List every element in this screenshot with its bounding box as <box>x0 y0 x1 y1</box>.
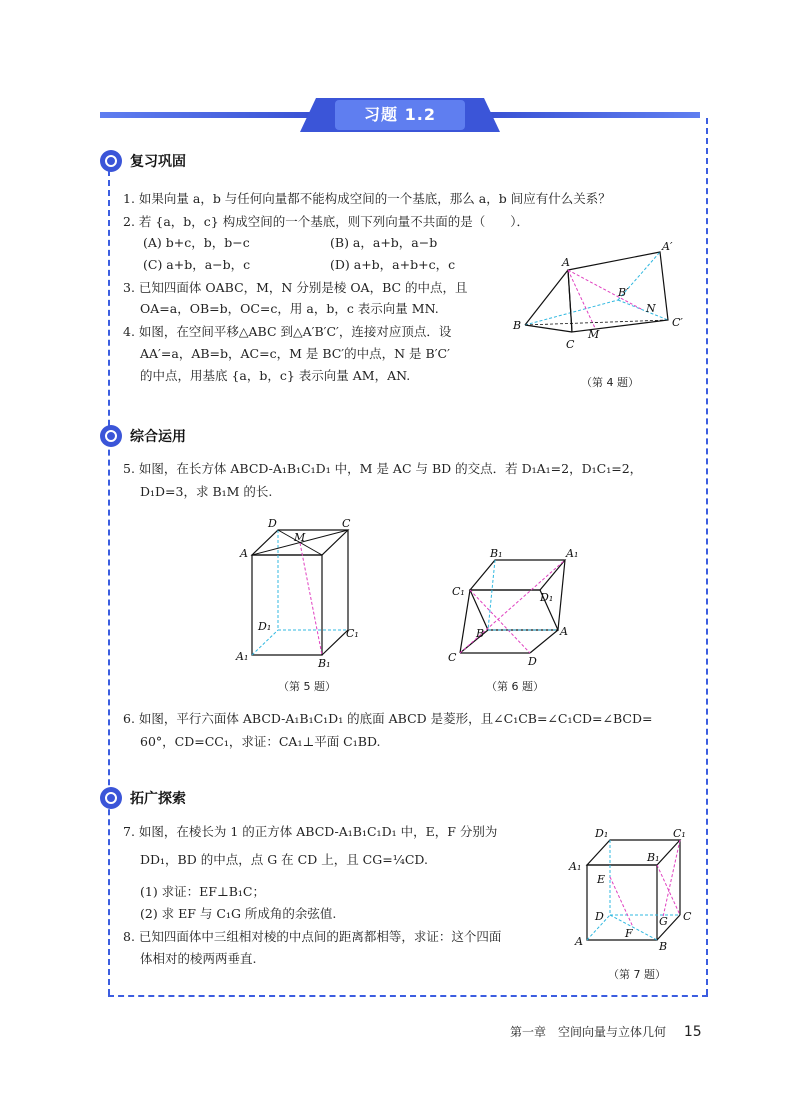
q2-option-a: (A) b+c，b，b−c <box>143 235 250 250</box>
svg-text:B′: B′ <box>618 286 629 299</box>
section-explore-icon <box>100 787 122 809</box>
svg-text:C₁: C₁ <box>673 827 686 840</box>
figure-6-caption: （第 6 题） <box>486 680 544 693</box>
svg-text:D: D <box>595 910 604 923</box>
svg-text:A: A <box>575 935 583 948</box>
question-7-line1: 7. 如图，在棱长为 1 的正方体 ABCD-A₁B₁C₁D₁ 中，E，F 分别为 <box>123 824 498 839</box>
q2-option-c: (C) a+b，a−b，c <box>143 257 251 272</box>
q2-option-d: (D) a+b，a+b+c，c <box>330 257 456 272</box>
frame-right <box>706 118 708 995</box>
svg-text:M: M <box>294 531 306 544</box>
svg-text:A: A <box>560 625 568 638</box>
question-5-line2: D₁D=3，求 B₁M 的长. <box>140 484 273 499</box>
svg-text:C: C <box>448 651 457 664</box>
section-apply <box>100 425 186 447</box>
section-review-label: 复习巩固 <box>130 154 186 170</box>
section-review-icon <box>100 150 122 172</box>
page-title: 习题 1.2 <box>335 100 465 130</box>
svg-text:B: B <box>513 319 522 332</box>
svg-text:D: D <box>268 517 277 530</box>
svg-text:E: E <box>597 873 606 886</box>
svg-text:B₁: B₁ <box>318 657 331 670</box>
question-8-line1: 8. 已知四面体中三组相对棱的中点间的距离都相等，求证：这个四面 <box>123 929 502 944</box>
svg-text:N: N <box>646 302 656 315</box>
svg-text:A₁: A₁ <box>236 650 249 663</box>
svg-text:C′: C′ <box>672 316 683 329</box>
frame-left <box>108 170 110 995</box>
svg-text:A: A <box>562 256 570 269</box>
question-3-line2: OA=a，OB=b，OC=c，用 a，b，c 表示向量 MN. <box>140 301 439 316</box>
figure-6-parallelepiped <box>440 545 580 670</box>
figure-7-cube <box>565 825 695 960</box>
section-explore-label: 拓广探索 <box>130 791 186 807</box>
frame-bottom <box>108 995 708 997</box>
svg-text:C₁: C₁ <box>346 627 359 640</box>
q2-option-b: (B) a，a+b，a−b <box>330 235 438 250</box>
svg-text:B₁: B₁ <box>647 851 660 864</box>
section-review <box>100 150 186 172</box>
svg-text:D: D <box>528 655 537 668</box>
svg-text:D₁: D₁ <box>540 591 554 604</box>
svg-text:F: F <box>625 927 633 940</box>
page-number: 15 <box>683 1024 702 1040</box>
figure-4-caption: （第 4 题） <box>581 376 639 389</box>
svg-text:C₁: C₁ <box>452 585 465 598</box>
svg-text:M: M <box>588 328 600 341</box>
svg-text:D₁: D₁ <box>595 827 609 840</box>
question-4-line1: 4. 如图，在空间平移△ABC 到△A′B′C′，连接对应顶点．设 <box>123 324 452 339</box>
question-1: 1. 如果向量 a，b 与任何向量都不能构成空间的一个基底，那么 a，b 间应有什么关系？ <box>123 191 611 206</box>
question-7-line2: DD₁，BD 的中点，点 G 在 CD 上，且 CG=¼CD. <box>140 852 428 867</box>
question-8-line2: 体相对的棱两两垂直. <box>140 951 257 966</box>
question-4-line2: AA′=a，AB=b，AC=c，M 是 BC′的中点，N 是 B′C′ <box>140 346 450 361</box>
svg-text:C: C <box>566 338 575 351</box>
question-6-line1: 6. 如图，平行六面体 ABCD-A₁B₁C₁D₁ 的底面 ABCD 是菱形，且∠C₁CB=∠C₁CD=∠BCD= <box>123 711 653 726</box>
svg-text:D₁: D₁ <box>258 620 272 633</box>
section-apply-label: 综合运用 <box>130 429 186 445</box>
page-footer <box>510 1023 702 1040</box>
svg-text:A: A <box>240 547 248 560</box>
section-apply-icon <box>100 425 122 447</box>
question-4-line3: 的中点，用基底 {a，b，c} 表示向量 AM，AN. <box>140 368 411 383</box>
footer-chapter: 第一章 空间向量与立体几何 <box>510 1025 667 1039</box>
question-5-line1: 5. 如图，在长方体 ABCD-A₁B₁C₁D₁ 中，M 是 AC 与 BD 的交点．若 D₁A₁=2，D₁C₁=2， <box>123 461 643 476</box>
svg-text:B: B <box>659 940 668 953</box>
figure-5-caption: （第 5 题） <box>278 680 336 693</box>
svg-text:B: B <box>476 627 485 640</box>
svg-text:G: G <box>659 915 668 928</box>
figure-5-cuboid <box>230 515 370 670</box>
svg-text:A₁: A₁ <box>566 547 579 560</box>
figure-4-prism <box>510 240 700 370</box>
section-explore <box>100 787 186 809</box>
svg-text:A₁: A₁ <box>569 860 582 873</box>
figure-7-caption: （第 7 题） <box>608 968 666 981</box>
question-7-part1: (1) 求证：EF⊥B₁C； <box>140 884 265 899</box>
svg-text:A′: A′ <box>662 240 673 253</box>
question-6-line2: 60°，CD=CC₁，求证：CA₁⊥平面 C₁BD. <box>140 734 381 749</box>
svg-text:C: C <box>342 517 351 530</box>
svg-text:C: C <box>683 910 692 923</box>
question-2: 2. 若 {a，b，c} 构成空间的一个基底，则下列向量不共面的是（ ）． <box>123 214 529 229</box>
svg-text:B₁: B₁ <box>490 547 503 560</box>
question-3-line1: 3. 已知四面体 OABC，M，N 分别是棱 OA，BC 的中点，且 <box>123 280 468 295</box>
question-7-part2: (2) 求 EF 与 C₁G 所成角的余弦值. <box>140 906 337 921</box>
